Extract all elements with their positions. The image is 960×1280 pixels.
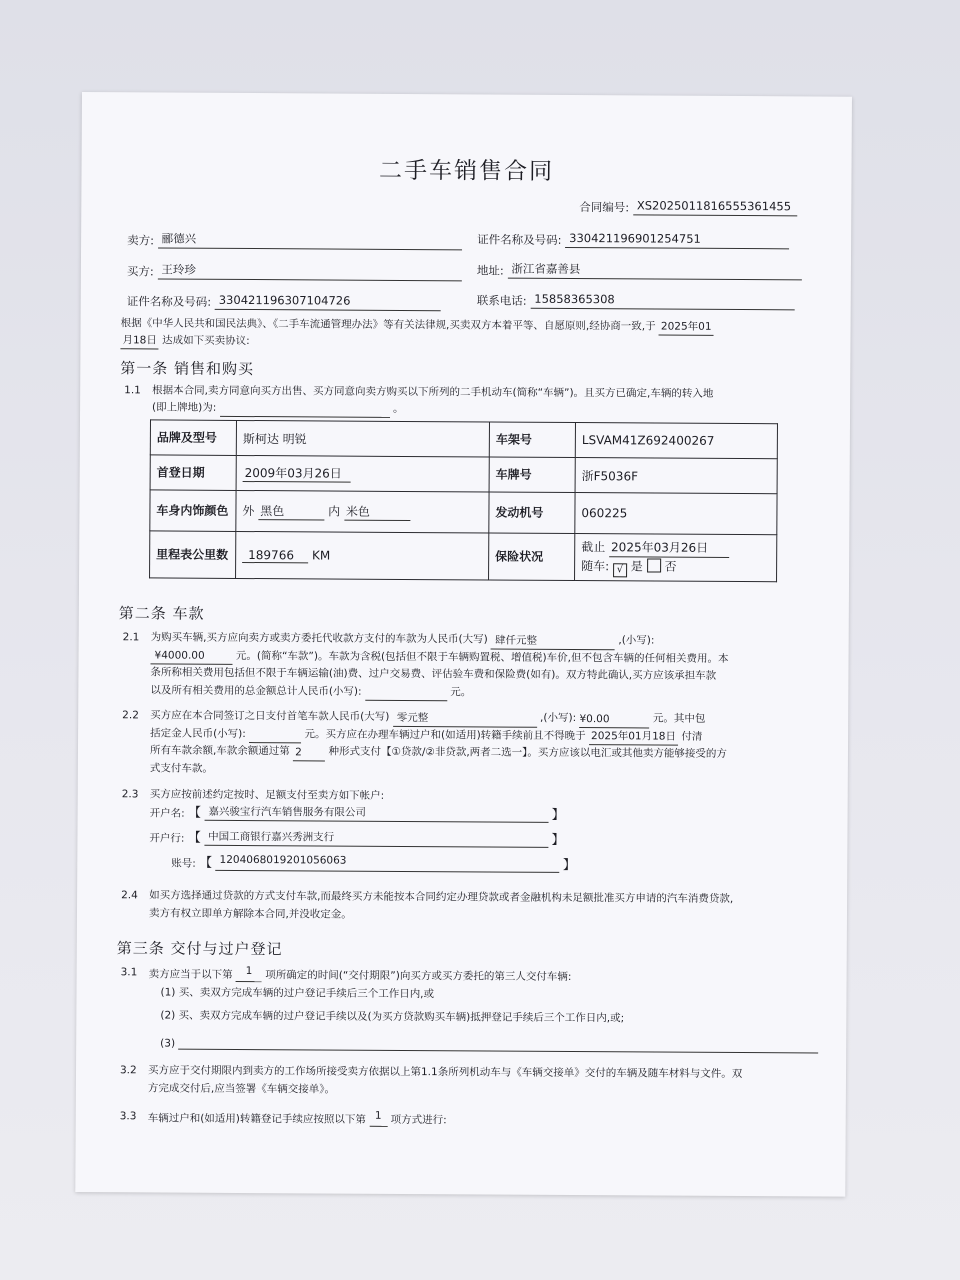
preamble-text: 根据《中华人民共和国民法典》、《二手车流通管理办法》等有关法律规,买卖双方本着平等、自愿原则,经协商一致,于 <box>120 317 656 333</box>
p33-l1a: 车辆过户和(如适用)转籍登记手续应按照以下第 <box>147 1112 366 1126</box>
p22-small: ¥0.00 <box>579 711 649 728</box>
p33-text <box>148 1108 447 1127</box>
plate-value: 浙F5036F <box>575 458 777 494</box>
lb2: 【 <box>187 830 201 846</box>
p21-small: ¥4000.00 <box>151 647 233 665</box>
plate-label: 车牌号 <box>489 457 575 493</box>
p22-l1b: ,(小写): <box>540 711 577 725</box>
p21-text <box>150 629 728 703</box>
p33-l1b: 项方式进行: <box>390 1113 447 1127</box>
account-name-row <box>150 801 565 823</box>
brand-value: 斯柯达 明锐 <box>236 420 489 457</box>
seller-label: 卖方: <box>127 233 155 248</box>
p32-l1: 买方应于交付期限内到卖方的工作场所接受卖方依据以上第1.1条所列机动车与《车辆交接单》交付的车辆及随车材料与文件。双 <box>147 1064 743 1081</box>
p24-text <box>149 887 733 926</box>
p11-line2b: 。 <box>392 402 404 415</box>
transfer-place-field <box>220 400 390 418</box>
buyer-phone-row <box>477 291 795 310</box>
vin-label: 车架号 <box>489 422 575 458</box>
rb1: 】 <box>551 807 565 823</box>
buyer-addr-row <box>477 261 802 280</box>
article2-title: 第二条 车款 <box>118 604 205 623</box>
p31-option3 <box>160 1032 818 1053</box>
seller-name: 郦德兴 <box>158 231 462 250</box>
brand-label: 品牌及型号 <box>150 420 236 456</box>
p31-item: 1 <box>236 965 262 982</box>
color-label: 车身内饰颜色 <box>150 490 236 532</box>
buyer-addr-value: 浙江省嘉善县 <box>507 262 801 281</box>
p21-l2a: 元。(简称“车款”)。车款为含税(包括但不限于车辆购置税、增值税)车价,但不包含车辆的任何相关费用。本 <box>235 649 729 665</box>
p22-num: 2.2 <box>122 709 139 722</box>
preamble-tail: 达成如下买卖协议: <box>162 334 250 348</box>
p23-intro: 买方应按前述约定按时、足额支付至卖方如下帐户: <box>149 788 385 802</box>
p11-line2a: (即上牌地)为: <box>152 401 217 414</box>
p22-l1a: 买方应在本合同签订之日支付首笔车款人民币(大写) <box>150 709 390 723</box>
p31-l1b: 项所确定的时间(“交付期限”)向买方或买方委托的第三人交付车辆: <box>265 969 572 984</box>
p22-l2a: 括定金人民币(小写): <box>150 726 246 740</box>
p22-l2b: 元。买方应在办理车辆过户和(如适用)转籍手续前且不得晚于 <box>304 727 586 742</box>
no-label: 否 <box>664 559 677 574</box>
mileage-unit: KM <box>311 547 331 563</box>
preamble-date2: 月18日 <box>120 332 158 349</box>
p21-l4a: 以及所有相关费用的总金额总计人民币(小写): <box>150 683 362 698</box>
p21-upper: 肆仟元整 <box>491 632 615 650</box>
bank-label: 开户行: <box>149 832 185 845</box>
with-car-label: 随车: <box>581 558 610 573</box>
p22-l3a: 所有车款余额,车款余额通过第 <box>149 744 290 758</box>
p22-date: 2025年01月18日 <box>589 728 678 746</box>
insurance-prefix: 截止 <box>581 539 606 554</box>
insurance-date: 2025年03月26日 <box>609 538 729 558</box>
p22-l3b: 种形式支付【①贷款/②非贷款,两者二选一】。买方应该以电汇或其他卖方能够接受的方 <box>328 745 727 760</box>
color-out-prefix: 外 <box>242 503 255 519</box>
p31-o3-label: (3) <box>160 1037 176 1050</box>
seller-id-value: 330421196901254751 <box>565 231 789 249</box>
insurance-label: 保险状况 <box>489 533 575 581</box>
buyer-id-value: 330421196307104726 <box>215 293 441 311</box>
acct-number: 1204068019201056063 <box>215 854 559 873</box>
engine-label: 发动机号 <box>489 492 575 534</box>
contract-no <box>579 198 797 216</box>
yes-checkbox[interactable]: √ <box>613 563 627 577</box>
mileage-value: 189766 <box>242 547 308 562</box>
vin-value: LSVAM41Z692400267 <box>575 423 777 459</box>
p11-line1: 根据本合同,卖方同意向买方出售、买方同意向卖方购买以下所列的二手机动车(简称“车辆”)。且买方已确定,车辆的转入地 <box>152 384 714 400</box>
color-in-value: 米色 <box>344 503 410 521</box>
p22-l4: 式支付车款。 <box>149 761 213 775</box>
p21-total-field <box>365 684 447 702</box>
p31-l1 <box>149 964 572 984</box>
insurance-cell <box>575 534 777 582</box>
seller-row <box>127 231 462 250</box>
buyer-id-label: 证件名称及号码: <box>126 294 212 309</box>
buyer-name: 王玲珍 <box>157 262 461 281</box>
color-cell <box>236 490 489 533</box>
article1-title: 第一条 销售和购买 <box>120 359 255 379</box>
first-reg-cell <box>236 455 489 492</box>
p21-l1a: 为购买车辆,买方应向卖方或卖方委托代收款方支付的车款为人民币(大写) <box>150 631 488 646</box>
p33-item: 1 <box>369 1110 387 1127</box>
article3-title: 第三条 交付与过户登记 <box>116 939 283 959</box>
rb2: 】 <box>551 832 565 848</box>
first-reg-value: 2009年03月26日 <box>243 464 351 483</box>
account-name-label: 开户名: <box>149 807 185 820</box>
p31-option2: (2) 买、卖双方完成车辆的过户登记手续以及(为买方贷款购买车辆)抵押登记手续后三个工作日内,或; <box>160 1009 625 1025</box>
p31-num: 3.1 <box>120 966 138 979</box>
contract-no-label: 合同编号: <box>579 200 630 215</box>
acct-row <box>171 852 576 873</box>
account-name: 嘉兴骏宝行汽车销售服务有限公司 <box>204 804 548 823</box>
buyer-phone-value: 15858365308 <box>530 292 794 311</box>
buyer-row <box>127 262 462 281</box>
p22-way: 2 <box>293 744 325 761</box>
lb1: 【 <box>187 805 202 821</box>
rb3: 】 <box>562 857 576 874</box>
buyer-addr-label: 地址: <box>476 263 504 278</box>
contract-page <box>75 92 852 1197</box>
p32-text <box>148 1062 742 1101</box>
yes-label: 是 <box>630 558 643 573</box>
mileage-label: 里程表公里数 <box>150 531 236 579</box>
contract-no-value: XS20250118165553614​55 <box>633 198 797 216</box>
p21-l4b: 元。 <box>450 685 472 698</box>
p24-l2: 卖方有权立即单方解除本合同,并没收定金。 <box>148 906 352 921</box>
p11-num: 1.1 <box>124 384 141 397</box>
acct-label: 账号: <box>171 857 196 870</box>
deposit-field <box>249 726 301 743</box>
contract-title: 二手车销售合同 <box>378 157 555 185</box>
p31-o3-field <box>178 1033 818 1054</box>
preamble <box>120 315 713 353</box>
lb3: 【 <box>199 855 213 871</box>
seller-id-label: 证件名称及号码: <box>477 232 562 247</box>
p22-upper: 零元整 <box>393 709 537 727</box>
p33-num: 3.3 <box>119 1110 137 1123</box>
buyer-id-row <box>127 292 441 311</box>
preamble-date1: 2025年01 <box>659 319 714 336</box>
p11-text <box>152 382 713 419</box>
vehicle-info-table <box>149 419 778 582</box>
p32-l2: 方完成交付后,应当签署《车辆交接单》。 <box>147 1081 336 1096</box>
p24-num: 2.4 <box>121 889 138 902</box>
p31-l1a: 卖方应当于以下第 <box>148 968 233 981</box>
p32-num: 3.2 <box>119 1064 137 1077</box>
color-in-prefix: 内 <box>328 504 341 519</box>
no-checkbox[interactable] <box>647 558 661 572</box>
color-out-value: 黑色 <box>258 502 324 520</box>
mileage-cell <box>236 531 489 580</box>
seller-id-row <box>477 230 789 249</box>
p23-num: 2.3 <box>121 788 139 801</box>
p24-l1: 如买方选择通过贷款的方式支付车款,而最终买方未能按本合同约定办理贷款或者金融机构未足额批准买方申请的汽车消费贷款, <box>149 889 734 905</box>
p31-option1: (1) 买、卖双方完成车辆的过户登记手续后三个工作日内,或 <box>160 986 435 1001</box>
p21-num: 2.1 <box>122 631 140 644</box>
p22-text <box>150 707 727 781</box>
p21-l3: 条所称相关费用包括但不限于车辆运输(油)费、过户交易费、评估验车费和保险费(如有)。双方特此确认,买方应该承担车款 <box>150 666 717 682</box>
first-reg-label: 首登日期 <box>150 455 236 491</box>
bank-name: 中国工商银行嘉兴秀洲支行 <box>204 829 548 848</box>
buyer-label: 买方: <box>126 264 154 279</box>
p21-l1b: ,(小写): <box>618 634 655 647</box>
buyer-phone-label: 联系电话: <box>476 293 527 308</box>
p22-l1c: 元。其中包 <box>652 712 706 725</box>
p22-l2c: 付清 <box>681 730 703 743</box>
engine-value: 060225 <box>575 493 777 535</box>
bank-row <box>149 826 564 848</box>
